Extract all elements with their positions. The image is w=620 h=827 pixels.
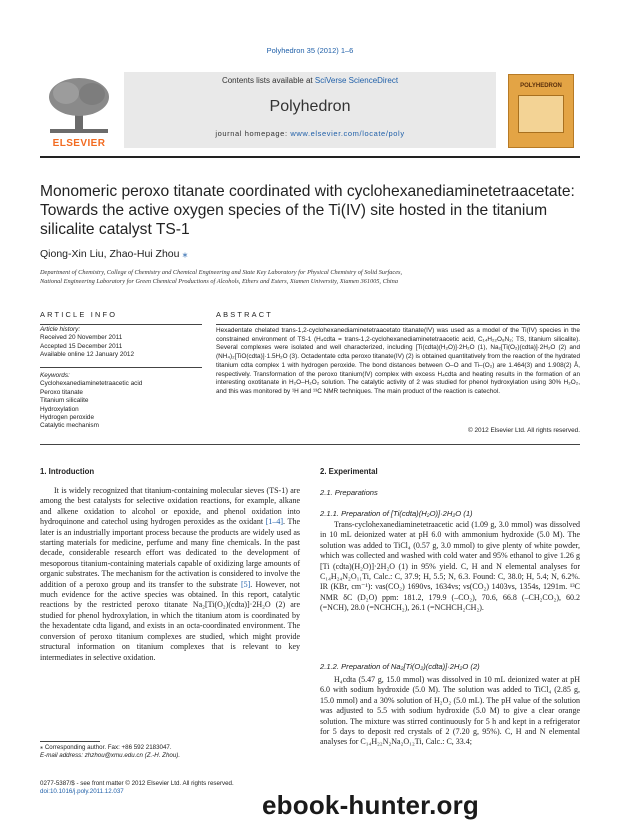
affiliations: [40, 268, 580, 286]
corresponding-author-note: ⁎ Corresponding author. Fax: +86 592 2183047.: [40, 744, 172, 751]
copyright-notice: © 2012 Elsevier Ltd. All rights reserved.: [468, 427, 580, 434]
affiliation-line: Department of Chemistry, College of Chemistry and Chemical Engineering and State Key Laboratory for Physical Chemistry of Solid Surfaces,: [40, 269, 403, 276]
introduction-heading: 1. Introduction: [40, 467, 95, 476]
prep1-heading: 2.1.1. Preparation of [Ti(cdta)(H₂O)]·2H₂O (1): [320, 509, 473, 518]
prep1-body: [320, 520, 580, 614]
introduction-body: [40, 486, 300, 663]
keyword-item: Hydroxylation: [40, 405, 79, 413]
journal-name: Polyhedron: [269, 98, 351, 115]
corresponding-author-mark[interactable]: ⁎: [182, 248, 188, 260]
author-list: [40, 248, 188, 260]
footnote: [40, 744, 300, 761]
history-item: Received 20 November 2011: [40, 334, 123, 342]
keyword-item: Cyclohexanediaminetetraacetic acid: [40, 380, 143, 388]
history-item: Accepted 15 December 2011: [40, 342, 123, 350]
issn-line: 0277-5387/$ - see front matter © 2012 Elsevier Ltd. All rights reserved.: [40, 780, 234, 787]
keywords-label: Keywords:: [40, 372, 70, 379]
intro-text: . However, not much evidence for the active species was obtained. In this report, catalytic reactions by the restricted peroxo titanate Na₂[Ti(O₂)(cdta)]·2H₂O (2) are studied for phenol hydroxylation, in which the titanium atom is coordinated by the hexadentate cdta ligand, and exists in an octa-coordinated environment. The conversion of peroxo titanium complexes are studied, which might provide structural information on titanium complexes that is relevant to key intermediates in selective oxidation.: [40, 579, 300, 662]
keyword-item: Catalytic mechanism: [40, 422, 99, 430]
sciencedirect-link[interactable]: SciVerse ScienceDirect: [314, 76, 399, 85]
history-label: Article history:: [40, 326, 81, 333]
paragraph: Trans-cyclohexanediaminetetraacetic acid (1.09 g, 3.0 mmol) was dissolved in 10 mL deionized water at pH 6.0 with ammonium hydroxide (5.0 M). The solution was added to TiCl₄ (0.57 g, 3.0 mmol) to give plenty of white powder, which was collected and washed with cold water and 95% ethanol to give 1.26 g [Ti (cdta)(H₂O)]·2H₂O (1) in 95% yield. C, H and N elemental analyses for C₁₄H₂₄N₂O₁₁Ti, Calc.: C, 37.9; H, 5.5; N, 6.3. Found: C, 38.0; H, 5.4; N, 6.2%. IR (KBr, cm⁻¹): νas(CO₂) 1690vs, 1634vs; νs(CO₂) 1403vs, 1354s, 1291m. ¹³C NMR δC (D₂O) ppm: 181.2, 179.9 (–CO₂), 70.6, 66.8 (–CH₂CO₂), 60.2 (=NCH), 28.0 (=NCHCH₂), 26.1 (=NCHCH₂CH₂).: [320, 520, 580, 613]
abstract-heading: ABSTRACT: [216, 310, 274, 319]
paragraph: [40, 486, 300, 663]
divider: [40, 444, 580, 445]
issn-block: [40, 780, 300, 797]
keywords: [40, 372, 202, 431]
paragraph: H₄cdta (5.47 g, 15.0 mmol) was dissolved in 10 mL deionized water at pH 6.0 with sodium hydroxide (5.0 M). The solution was added to TiCl₄ (2.85 g, 15.0 mmol) and a 30% solution of H₂O₂ (5.0 mL). The pH value of the solution was adjusted to 5.5 with sodium hydroxide (5.0 M) to give a clear orange solution. The mixture was stirred continuously for 5 h and kept in a refrigerator for 5 days to deposit red crystals of 2 (7.20 g, 95%). C, H and N elemental analyses for C₁₄H₂₂N₂Na₂O₁₂Ti, Calc.: C, 33.4;: [320, 675, 580, 747]
citation-link[interactable]: [1–4]: [265, 517, 284, 527]
divider: [40, 367, 202, 368]
homepage-prefix: journal homepage:: [215, 129, 288, 138]
header-divider: [40, 156, 580, 158]
prep2-body: [320, 675, 580, 748]
journal-header-band: [124, 72, 496, 148]
author-names: Qiong-Xin Liu, Zhao-Hui Zhou: [40, 248, 180, 260]
divider: [40, 324, 202, 325]
publisher-name: ELSEVIER: [52, 138, 106, 149]
citation-link[interactable]: [5]: [240, 579, 251, 589]
contents-prefix: Contents lists available at: [221, 76, 313, 85]
elsevier-logo: [44, 75, 114, 147]
footnote-divider: [40, 741, 100, 742]
cover-art: [518, 95, 564, 133]
journal-homepage-line: [124, 129, 496, 138]
doi-link[interactable]: doi:10.1016/j.poly.2011.12.037: [40, 788, 124, 796]
keyword-item: Titanium silicalite: [40, 397, 89, 405]
prep2-heading: 2.1.2. Preparation of Na₂[Ti(O₂)(cdta)]·2H₂O (2): [320, 662, 480, 671]
email-address[interactable]: E-mail address: zhzhou@xmu.edu.cn (Z.-H. Zhou).: [40, 752, 181, 760]
cover-title: POLYHEDRON: [520, 83, 562, 89]
history-item: Available online 12 January 2012: [40, 351, 135, 359]
watermark: ebook-hunter.org: [262, 790, 479, 820]
journal-cover-thumbnail: [508, 74, 574, 148]
preparations-subheading: 2.1. Preparations: [320, 488, 378, 497]
keyword-item: Hydrogen peroxide: [40, 414, 94, 422]
intro-text: . The later is an industrially important process because the products are widely used as starting materials for medicine, perfume and many fine chemicals. In the past decade, considerable research effort was dedicated to the development of mesoporous titanium-containing materials capable of oxidizing large amounts of organic substrates. The mechanism for the activation is considered to involve the addition of a peroxo group and its transfer to the substrate: [40, 517, 300, 589]
article-info-heading: ARTICLE INFO: [40, 310, 118, 319]
divider: [216, 324, 580, 325]
homepage-link[interactable]: www.elsevier.com/locate/poly: [290, 129, 405, 138]
article-history: [40, 326, 202, 360]
affiliation-line: National Engineering Laboratory for Green Chemical Productions of Alcohols, Ethers and Esters, Xiamen University, Xiamen 361005, China: [40, 278, 398, 285]
intro-text: It is widely recognized that titanium-containing molecular sieves (TS-1) are among the best catalysts for selective oxidation reactions, for example, alkane and alkene oxidation to alcohol or epoxide, and phenol oxidation into hydroquinone and catechol using hydrogen peroxides as the oxidant: [40, 486, 300, 527]
journal-reference[interactable]: Polyhedron 35 (2012) 1–6: [266, 46, 354, 55]
tree-logo-icon: [44, 75, 114, 135]
paper-title: Monomeric peroxo titanate coordinated with cyclohexanediaminetetraacetate: Towards the active oxygen species of the Ti(IV) site hosted in the titanium silicalite catalyst TS-1: [40, 183, 575, 238]
contents-line: [124, 76, 496, 85]
experimental-heading: 2. Experimental: [320, 467, 378, 476]
keyword-item: Peroxo titanate: [40, 388, 83, 396]
abstract-text: Hexadentate chelated trans-1,2-cyclohexanediaminetetraacetato titanate(IV) was used as a model of the Ti(IV) species in the constrained environment of TS-1 (H₄cdta = trans-1,2-cyclohexanediaminetetraacetic acid, C₁₄H₂₂O₈N₂; TS, titanium silicalite). Several complexes were isolated and well characterized, including [Ti(cdta)(H₂O)]·2H₂O (1), Na₂[Ti(O₂)(cdta)]·2H₂O (2) and (NH₄)₂[TiO(cdta)]·1.5H₂O (3). Octadentate cdta peroxo titanate(IV) (2) is obtained quantitatively from the reaction of the hydrated titanium cdta complex 1 with hydrogen peroxide. The bond distances between O–O and Ti–(O₂) are 1.464(3) and 1.908(2) Å, respectively. Transformation of the peroxo titanium(IV) complex with excess H₄cdta and heating results in the formation of an interesting oxotitanate in H₂O–H₂O₂ solution. The catalytic activity of 2 was studied for phenol hydroxylation using 30% H₂O₂, and this was monitored by ¹H and ¹³C NMR techniques. The main product of the reaction is catechol.: [216, 327, 580, 395]
